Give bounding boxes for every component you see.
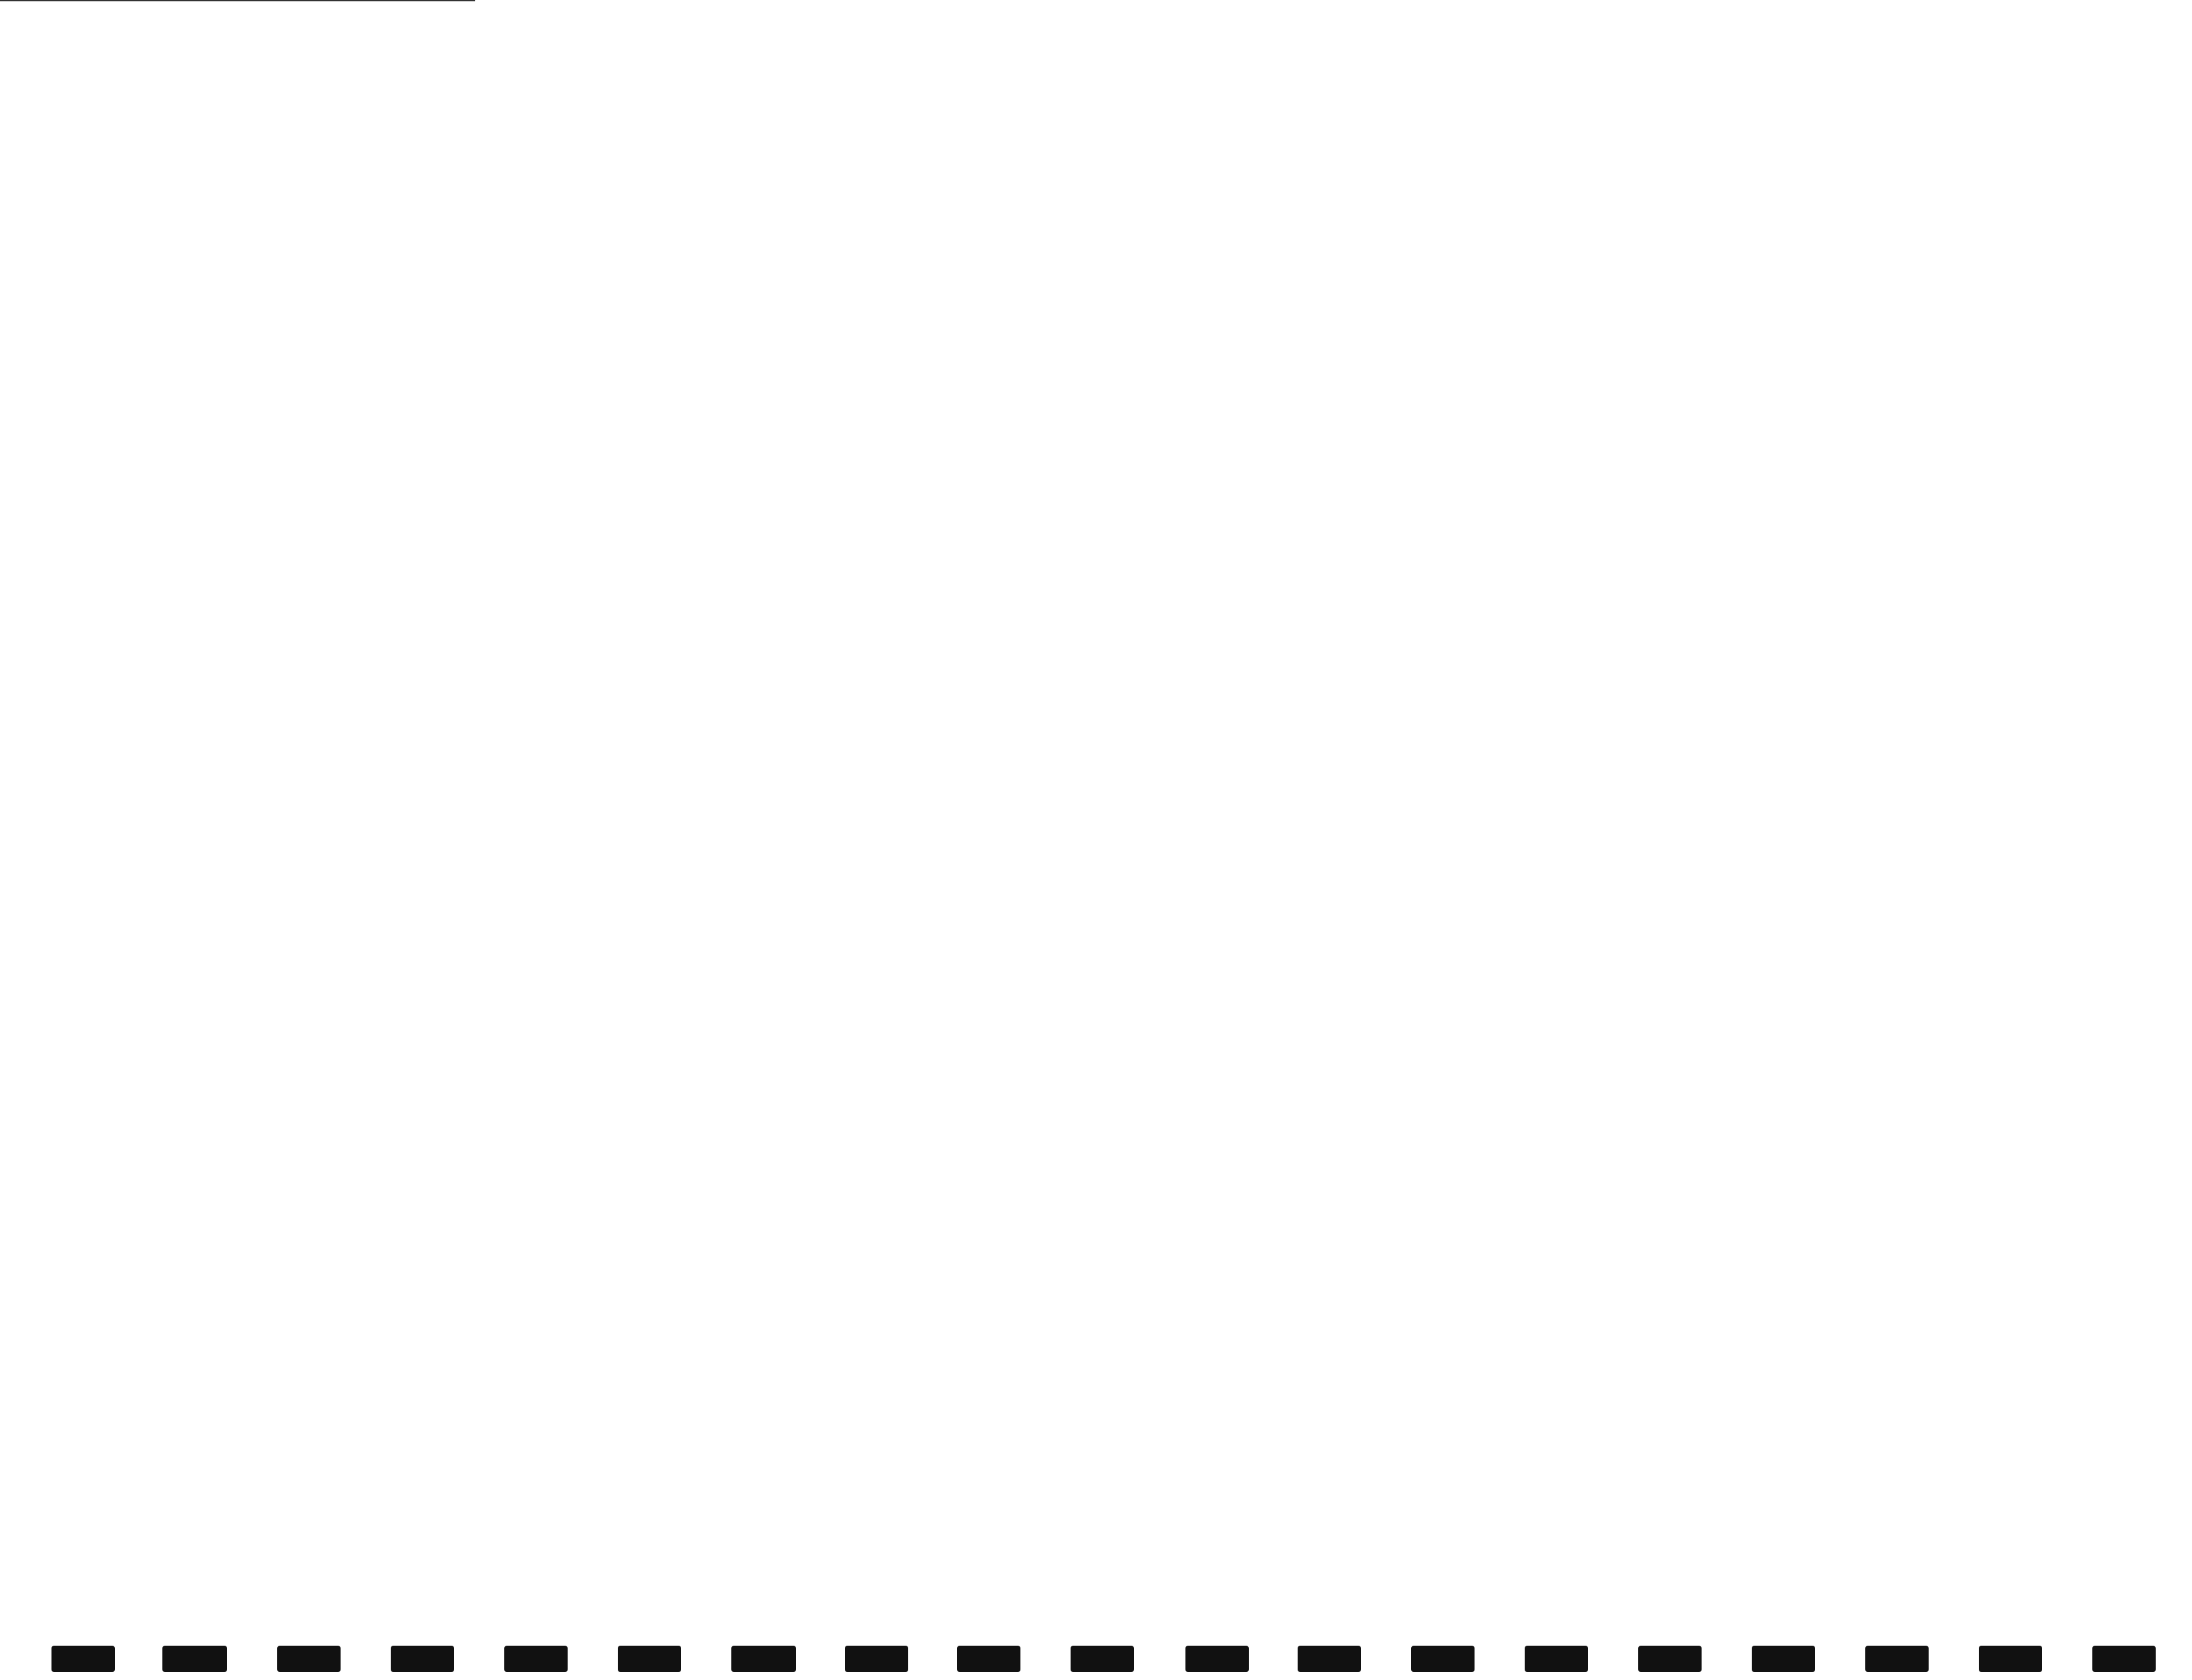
punch-hole-mark xyxy=(391,1646,454,1672)
punch-hole-mark xyxy=(1411,1646,1475,1672)
punch-hole-mark xyxy=(1752,1646,1815,1672)
punch-hole-mark xyxy=(1979,1646,2042,1672)
punch-hole-mark xyxy=(277,1646,341,1672)
punch-hole-mark xyxy=(1638,1646,1702,1672)
punch-hole-mark xyxy=(957,1646,1020,1672)
punch-hole-mark xyxy=(2092,1646,2156,1672)
punch-hole-mark xyxy=(162,1646,227,1672)
punch-hole-mark xyxy=(1185,1646,1249,1672)
punch-hole-mark xyxy=(1071,1646,1134,1672)
punch-hole-mark xyxy=(1525,1646,1588,1672)
punch-hole-mark xyxy=(1298,1646,1361,1672)
punch-hole-mark xyxy=(618,1646,681,1672)
punch-hole-mark xyxy=(1865,1646,1929,1672)
punch-hole-mark xyxy=(731,1646,796,1672)
scan-top-edge xyxy=(0,0,475,1)
punch-hole-mark xyxy=(51,1646,115,1672)
punch-hole-mark xyxy=(504,1646,568,1672)
punch-hole-mark xyxy=(845,1646,908,1672)
